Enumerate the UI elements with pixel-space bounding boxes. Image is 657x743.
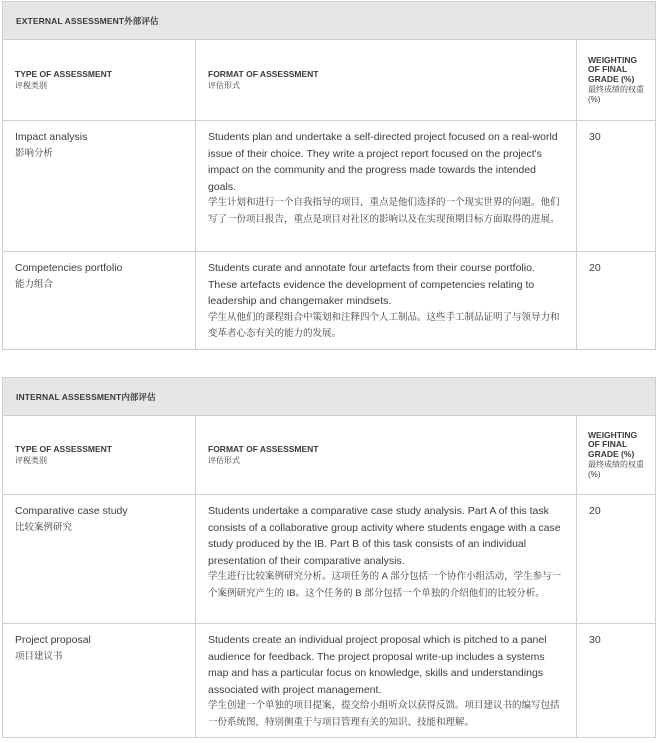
type-header-en: TYPE OF ASSESSMENT [15, 69, 112, 79]
header-row [3, 416, 656, 495]
assessment-format-en: Students create an individual project proposal which is pitched to a panel audience for feedback. The project proposal write-up includes a systems map and has a particular focus on knowledge, skills and understandings associated with project management. [208, 634, 547, 696]
type-header-zh: 评税类别 [15, 81, 47, 90]
format-header-en: FORMAT OF ASSESSMENT [208, 69, 319, 79]
assessment-format-zh: 学生进行比较案例研究分析。这项任务的 A 部分包括一个协作小组活动，学生参与一个案例研究产生的 IB。这个任务的 B 部分包括一个单独的介绍他们的比较分析。 [208, 571, 562, 599]
weighting-header-en: WEIGHTING OF FINAL GRADE (%) [588, 54, 638, 84]
table-title: INTERNAL ASSESSMENT内部评估 [3, 378, 656, 416]
assessment-format-cell [196, 624, 577, 738]
table-title-row [3, 378, 656, 416]
table-row [3, 252, 656, 350]
assessment-type-cell [3, 624, 196, 738]
header-row [3, 40, 656, 121]
type-header [3, 416, 196, 495]
format-header-zh: 评估形式 [208, 456, 240, 465]
format-header [196, 416, 577, 495]
format-header-en: FORMAT OF ASSESSMENT [208, 444, 319, 454]
weighting-header-en: WEIGHTING OF FINAL GRADE (%) [588, 429, 638, 459]
weighting-header [577, 416, 656, 495]
assessment-type-en: Comparative case study [15, 505, 128, 517]
assessment-format-cell [196, 252, 577, 350]
assessment-type-en: Project proposal [15, 634, 91, 646]
assessment-type-zh: 比较案例研究 [15, 521, 73, 533]
table-title-row [3, 2, 656, 40]
assessment-type-en: Impact analysis [15, 131, 88, 143]
assessment-type-zh: 能力组合 [15, 278, 54, 290]
assessment-format-en: Students curate and annotate four artefacts from their course portfolio. These artefacts evidence the development of competencies relating to leadership and changemaker mindsets. [208, 262, 535, 307]
table-row [3, 495, 656, 624]
assessment-type-en: Competencies portfolio [15, 262, 123, 274]
assessment-format-zh: 学生创建一个单独的项目提案，提交给小组听众以获得反馈。项目建议书的编写包括一份系统图，特别侧重于与项目管理有关的知识、技能和理解。 [208, 700, 560, 728]
assessment-weighting-cell: 20 [577, 252, 656, 350]
weighting-header-zh: 最终成绩的权重(%) [588, 85, 644, 104]
assessment-weighting-cell: 30 [577, 624, 656, 738]
weighting-header-zh: 最终成绩的权重(%) [588, 460, 644, 479]
assessment-format-en: Students plan and undertake a self-directed project focused on a real-world issue of their choice. They write a project report focused on the project's impact on the community and the progress made towards the intended goals. [208, 131, 558, 193]
assessment-format-en: Students undertake a comparative case study analysis. Part A of this task consists of a collaborative group activity where students engage with a case study produced by the IB. Part B of this task consists of an individual presentation of their comparative analysis. [208, 505, 561, 567]
type-header-en: TYPE OF ASSESSMENT [15, 444, 112, 454]
format-header [196, 40, 577, 121]
assessment-format-zh: 学生计划和进行一个自我指导的项目，重点是他们选择的一个现实世界的问题。他们写了一份项目报告，重点是项目对社区的影响以及在实现预期目标方面取得的进展。 [208, 197, 560, 225]
internal-assessment-table [2, 377, 656, 738]
assessment-type-cell [3, 495, 196, 624]
assessment-weighting-cell: 30 [577, 121, 656, 252]
type-header-zh: 评税类别 [15, 456, 47, 465]
assessment-type-cell [3, 121, 196, 252]
type-header [3, 40, 196, 121]
weighting-header [577, 40, 656, 121]
assessment-format-zh: 学生从他们的课程组合中策划和注释四个人工制品。这些手工制品证明了与领导力和变革者心态有关的能力的发展。 [208, 311, 560, 339]
assessment-type-zh: 影响分析 [15, 147, 54, 159]
table-row [3, 121, 656, 252]
assessment-type-cell [3, 252, 196, 350]
assessment-format-cell [196, 495, 577, 624]
assessment-weighting-cell: 20 [577, 495, 656, 624]
table-row [3, 624, 656, 738]
assessment-format-cell [196, 121, 577, 252]
assessment-type-zh: 项目建议书 [15, 650, 63, 662]
table-title: EXTERNAL ASSESSMENT外部评估 [3, 2, 656, 40]
external-assessment-table [2, 1, 656, 350]
format-header-zh: 评估形式 [208, 81, 240, 90]
